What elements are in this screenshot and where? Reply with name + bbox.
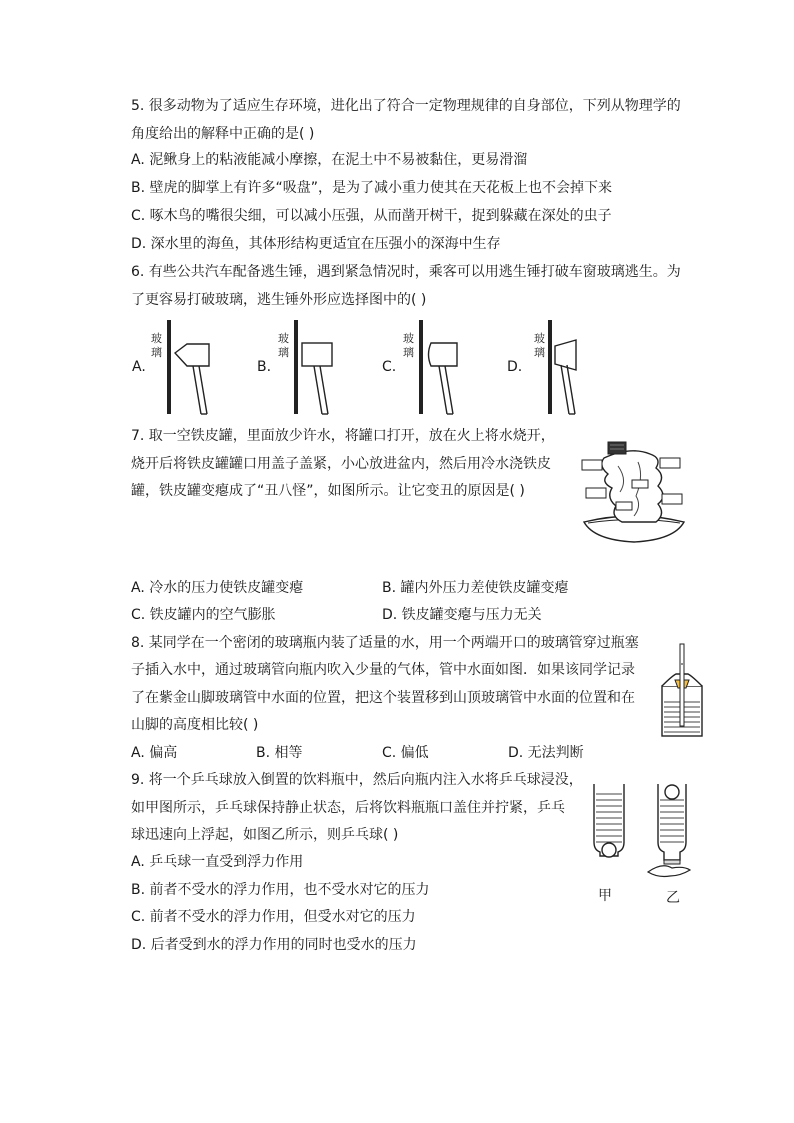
- glass-label-char-1: 玻: [278, 332, 289, 345]
- glass-pane: [419, 320, 423, 414]
- glass-label-char-2: 璃: [534, 346, 545, 359]
- q6-stem-line-2: 了更容易打破玻璃，逃生锤外形应选择图中的( ): [131, 292, 427, 308]
- hammer-head-pointed: [175, 344, 209, 366]
- q7-option-a: A. 冷水的压力使铁皮罐变瘪: [131, 580, 304, 596]
- q6-figure-a: [131, 318, 227, 416]
- q8-stem-line-4: 山脚的高度相比较( ): [131, 717, 259, 733]
- q8-stem-line-3: 了在紫金山脚玻璃管中水面的位置，把这个装置移到山顶玻璃管中水面的位置和在: [131, 690, 635, 706]
- label-jia: 甲: [598, 888, 612, 904]
- q7-stem-line-1: 7. 取一空铁皮罐，里面放少许水，将罐口打开，放在火上将水烧开，: [131, 428, 555, 444]
- q7-option-d: D. 铁皮罐变瘪与压力无关: [382, 607, 542, 623]
- bottle-yi: [648, 784, 690, 877]
- q5-option-c: C. 啄木鸟的嘴很尖细，可以减小压强，从而凿开树干，捉到躲藏在深处的虫子: [131, 208, 612, 224]
- glass-label-char-1: 玻: [151, 332, 162, 345]
- q8-option-d: D. 无法判断: [508, 745, 584, 761]
- ping-pong-ball: [665, 785, 679, 799]
- q7-option-c: C. 铁皮罐内的空气膨胀: [131, 607, 276, 623]
- q8-bottle-figure: [658, 642, 706, 738]
- q5-stem-line-2: 角度给出的解释中正确的是( ): [131, 126, 315, 142]
- glass-tube: [680, 644, 684, 726]
- glass-pane: [167, 320, 171, 414]
- hammer-head-wedge: [555, 340, 576, 370]
- glass-label-char-1: 玻: [534, 332, 545, 345]
- label-yi: 乙: [666, 890, 680, 906]
- q9-option-b: B. 前者不受水的浮力作用，也不受水对它的压力: [131, 882, 430, 898]
- q6-figure-label-b: B.: [257, 359, 272, 375]
- ping-pong-ball: [602, 843, 616, 857]
- q7-stem-line-3: 罐，铁皮罐变瘪成了“丑八怪”，如图所示。让它变丑的原因是( ): [131, 483, 525, 499]
- glass-label-char-2: 璃: [403, 346, 414, 359]
- hand-icon: [648, 866, 690, 877]
- q8-stem-line-2: 子插入水中，通过玻璃管向瓶内吹入少量的气体，管中水面如图．如果该同学记录: [131, 662, 635, 678]
- q6-figure-c: [381, 318, 477, 416]
- can-lid: [608, 442, 626, 454]
- glass-label-char-2: 璃: [278, 346, 289, 359]
- q9-stem-line-2: 如甲图所示，乒乓球保持静止状态，后将饮料瓶瓶口盖住并拧紧，乒乓: [131, 800, 565, 816]
- q8-stem-line-1: 8. 某同学在一个密闭的玻璃瓶内装了适量的水，用一个两端开口的玻璃管穿过瓶塞: [131, 635, 639, 651]
- q6-figure-label-d: D.: [507, 359, 523, 375]
- glass-pane: [294, 320, 298, 414]
- q7-option-b: B. 罐内外压力差使铁皮罐变瘪: [382, 580, 569, 596]
- q6-figure-b: [256, 318, 352, 416]
- q6-stem-line-1: 6. 有些公共汽车配备逃生锤，遇到紧急情况时，乘客可以用逃生锤打破车窗玻璃逃生。为: [131, 264, 681, 280]
- q8-option-b: B. 相等: [256, 745, 303, 761]
- glass-pane: [548, 320, 552, 414]
- q7-crushed-can-figure: [578, 436, 690, 548]
- q5-option-d: D. 深水里的海鱼，其体形结构更适宜在压强小的深海中生存: [131, 236, 501, 252]
- q9-bottle-figures: [588, 780, 698, 908]
- q9-option-c: C. 前者不受水的浮力作用，但受水对它的压力: [131, 909, 416, 925]
- q6-figure-d: [506, 318, 602, 416]
- glass-label-char-1: 玻: [403, 332, 414, 345]
- hammer-head-rounded: [429, 343, 458, 366]
- bottle-cap: [664, 860, 680, 864]
- q6-figure-label-c: C.: [382, 359, 397, 375]
- glass-label-char-2: 璃: [151, 346, 162, 359]
- q8-option-a: A. 偏高: [131, 745, 178, 761]
- q5-option-b: B. 壁虎的脚掌上有许多“吸盘”，是为了减小重力使其在天花板上也不会掉下来: [131, 180, 613, 196]
- q9-option-a: A. 乒乓球一直受到浮力作用: [131, 854, 304, 870]
- q9-option-d: D. 后者受到水的浮力作用的同时也受水的压力: [131, 937, 417, 953]
- q9-stem-line-1: 9. 将一个乒乓球放入倒置的饮料瓶中，然后向瓶内注入水将乒乓球浸没，: [131, 772, 583, 788]
- q9-stem-line-3: 球迅速向上浮起，如图乙所示，则乒乓球( ): [131, 827, 399, 843]
- q5-option-a: A. 泥鳅身上的粘液能减小摩擦，在泥土中不易被黏住，更易滑溜: [131, 152, 528, 168]
- q5-stem-line-1: 5. 很多动物为了适应生存环境，进化出了符合一定物理规律的自身部位，下列从物理学的: [131, 98, 681, 114]
- q6-figure-label-a: A.: [132, 359, 146, 375]
- q7-stem-line-2: 烧开后将铁皮罐罐口用盖子盖紧，小心放进盆内，然后用冷水浇铁皮: [131, 456, 551, 472]
- q8-option-c: C. 偏低: [382, 745, 429, 761]
- bottle-jia: [594, 784, 624, 857]
- hammer-head-flat: [302, 343, 332, 366]
